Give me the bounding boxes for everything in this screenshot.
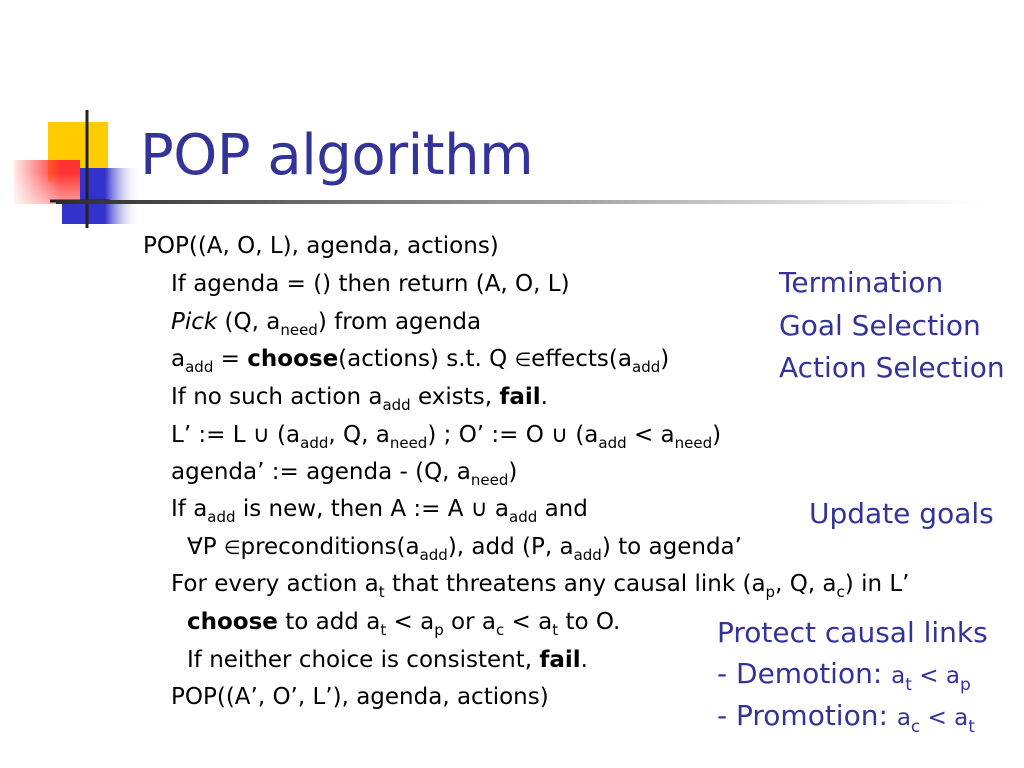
algo-line-9: ∀P $\in preconditions(a_{add})$, add (P, $a_{add}$) to agenda’ [187,534,742,564]
algo-line-12: If neither choice is consistent, fail. [187,647,588,673]
slide-title: POP algorithm [140,123,534,188]
note-termination: Termination [779,266,944,299]
algo-line-8: If $a_{add}$ is new, then A := A ∪ $a_{add}$ and [171,496,588,526]
algo-line-7: agenda’ := agenda - (Q, $a_{need}$) [171,459,518,489]
note-promotion: - Promotion: $a_c < a_t$ [717,699,975,737]
note-demotion: - Demotion: $a_t < a_p$ [717,657,971,695]
union-symbol: ∪ [470,496,488,522]
algo-line-5: If no such action $a_{add}$ exists, fail. [171,384,548,414]
algo-line-1: POP((A, O, L), agenda, actions) [143,233,499,259]
algo-line-13: POP((A’, O’, L’), agenda, actions) [171,684,549,710]
algo-line-11: choose to add $a_t < a_p$ or $a_c < a_t$ to O. [187,609,621,639]
algo-line-4: $a_{add}$ = choose(actions) s.t. Q $\in effects(a_{add})$ [171,346,670,376]
note-protect-causal-links: Protect causal links [717,616,988,649]
element-of-symbol: ∈ [514,349,532,371]
algo-line-2: If agenda = () then return (A, O, L) [171,271,570,297]
union-symbol: ∪ [551,422,569,448]
algo-line-3: Pick (Q, $a_{need}$) from agenda [171,309,482,339]
note-action-selection: Action Selection [779,351,1005,384]
note-goal-selection: Goal Selection [779,309,981,342]
element-of-symbol: ∈ [223,537,241,559]
algo-line-10: For every action $a_t$ that threatens any causal link ($a_p$, Q, $a_c$) in L’ [171,571,910,601]
forall-symbol: ∀ [187,534,203,560]
note-update-goals: Update goals [809,497,994,530]
union-symbol: ∪ [252,422,270,448]
algo-line-6: L’ := L ∪ ($a_{add}$, Q, $a_{need}$) ; O’ := O ∪ $(a_{add} < a_{need})$ [171,422,722,452]
